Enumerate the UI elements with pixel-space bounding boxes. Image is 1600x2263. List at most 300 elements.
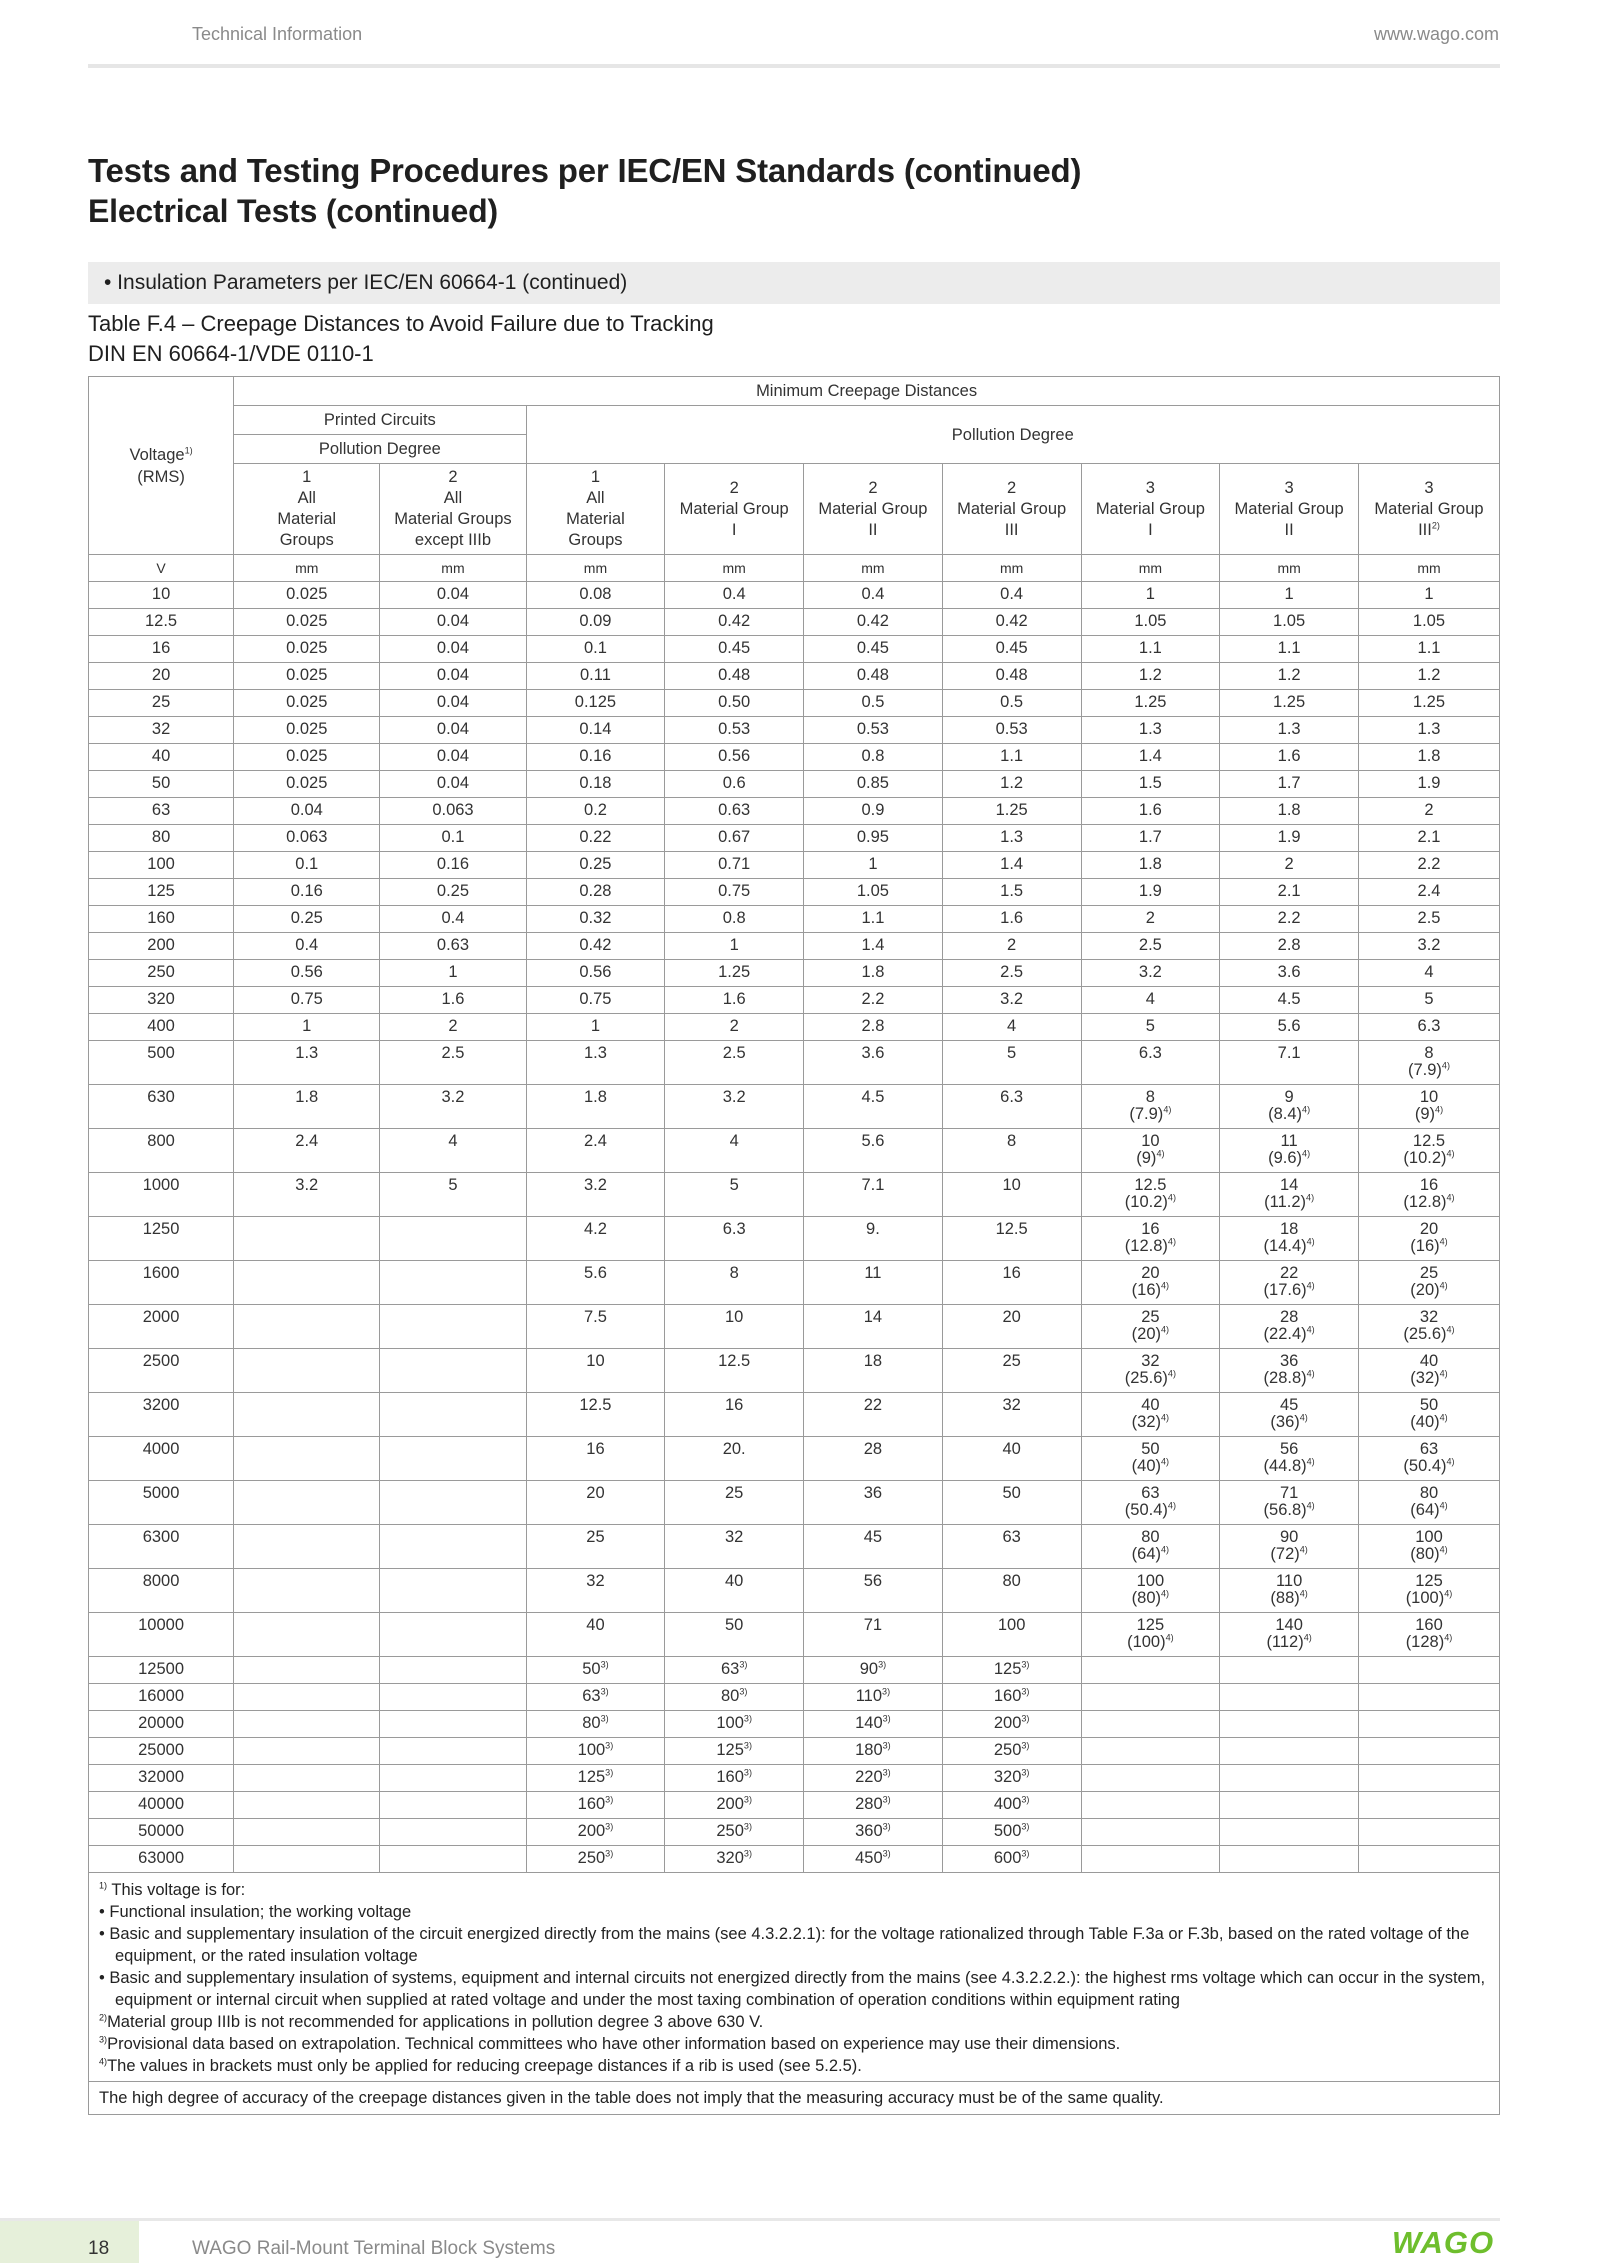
table-cell: 50 <box>942 1481 1081 1525</box>
remark-row <box>89 2082 1500 2115</box>
table-cell <box>380 1613 526 1657</box>
table-cell: 20 <box>942 1305 1081 1349</box>
table-cell: 71 <box>804 1613 943 1657</box>
table-cell: 10 <box>89 582 234 609</box>
voltage-label: Voltage <box>129 445 185 464</box>
table-cell: 80 $(64)^{4)}$ <box>1358 1481 1499 1525</box>
table-cell: 1250 <box>89 1217 234 1261</box>
table-cell: 45 <box>804 1525 943 1569</box>
table-cell: 12.5 <box>942 1217 1081 1261</box>
table-cell <box>1081 1711 1220 1738</box>
table-cell: 0.45 <box>804 636 943 663</box>
table-cell: 0.53 <box>804 717 943 744</box>
table-cell: 2.1 <box>1220 879 1359 906</box>
table-cell: 1.6 <box>942 906 1081 933</box>
table-cell: 0.25 <box>234 906 380 933</box>
table-cell: 0.5 <box>804 690 943 717</box>
table-cell <box>234 1792 380 1819</box>
table-cell: 4.5 <box>1220 987 1359 1014</box>
table-cell <box>234 1819 380 1846</box>
table-cell: 16 <box>526 1437 665 1481</box>
table-cell: 1 <box>1358 582 1499 609</box>
table-cell: 4 <box>942 1014 1081 1041</box>
table-cell: 1.3 <box>526 1041 665 1085</box>
table-cell: 0.16 <box>234 879 380 906</box>
col-header-pd2-mg1: 2 Material Group I <box>665 464 804 555</box>
table-cell: 0.025 <box>234 771 380 798</box>
rms-label: (RMS) <box>137 467 185 486</box>
table-cell <box>380 1437 526 1481</box>
table-cell: 50 $(40)^{4)}$ <box>1081 1437 1220 1481</box>
table-row <box>89 1393 1500 1437</box>
table-cell: 125$^{3)}$ <box>942 1657 1081 1684</box>
table-cell: 25 $(20)^{4)}$ <box>1081 1305 1220 1349</box>
table-cell: 16 <box>89 636 234 663</box>
table-row <box>89 1041 1500 1085</box>
table-cell: 0.48 <box>665 663 804 690</box>
page-subtitle: Electrical Tests (continued) <box>88 193 498 229</box>
table-cell: 2 <box>1358 798 1499 825</box>
table-row <box>89 1657 1500 1684</box>
table-cell <box>234 1613 380 1657</box>
table-cell: 6.3 <box>1081 1041 1220 1085</box>
table-cell: 0.4 <box>804 582 943 609</box>
table-cell: 0.16 <box>380 852 526 879</box>
footer-title: WAGO Rail-Mount Terminal Block Systems <box>192 2238 556 2259</box>
table-cell: 63 $(50.4)^{4)}$ <box>1358 1437 1499 1481</box>
page-number-box <box>0 2221 139 2263</box>
table-cell: 1.8 <box>1220 798 1359 825</box>
table-cell: 12.5 <box>526 1393 665 1437</box>
table-cell: 0.48 <box>942 663 1081 690</box>
table-cell: 320$^{3)}$ <box>665 1846 804 1873</box>
table-cell: 0.56 <box>526 960 665 987</box>
table-cell: 140$^{3)}$ <box>804 1711 943 1738</box>
table-cell: 0.4 <box>380 906 526 933</box>
table-cell <box>380 1569 526 1613</box>
table-cell: 12.5 <box>665 1349 804 1393</box>
table-cell: 360$^{3)}$ <box>804 1819 943 1846</box>
table-cell: 1000 <box>89 1173 234 1217</box>
table-cell: 1.3 <box>234 1041 380 1085</box>
table-row <box>89 1349 1500 1393</box>
table-cell: 0.025 <box>234 717 380 744</box>
table-cell <box>1220 1738 1359 1765</box>
table-cell: 0.14 <box>526 717 665 744</box>
table-row <box>89 771 1500 798</box>
table-cell: 0.11 <box>526 663 665 690</box>
col-header-pd1: 1 All Material Groups <box>526 464 665 555</box>
table-cell: 5 <box>665 1173 804 1217</box>
table-cell: 5.6 <box>526 1261 665 1305</box>
table-cell: 2 <box>1081 906 1220 933</box>
table-cell: 25000 <box>89 1738 234 1765</box>
table-cell: 1 <box>804 852 943 879</box>
table-cell: 10 $(9)^{4)}$ <box>1358 1085 1499 1129</box>
table-cell: 1.8 <box>1081 852 1220 879</box>
table-cell: 3.2 <box>526 1173 665 1217</box>
table-cell: 6.3 <box>942 1085 1081 1129</box>
table-cell <box>1081 1657 1220 1684</box>
table-cell: 250$^{3)}$ <box>665 1819 804 1846</box>
table-cell: 2 <box>665 1014 804 1041</box>
table-cell: 2.5 <box>1358 906 1499 933</box>
table-cell: 4.5 <box>804 1085 943 1129</box>
table-cell: 10 <box>942 1173 1081 1217</box>
table-cell: 180$^{3)}$ <box>804 1738 943 1765</box>
table-cell: 0.04 <box>380 582 526 609</box>
table-cell: 0.04 <box>380 744 526 771</box>
table-cell: 160$^{3)}$ <box>526 1792 665 1819</box>
page-number: 18 <box>88 2238 110 2259</box>
table-cell: 9. <box>804 1217 943 1261</box>
table-cell: 40 $(32)^{4)}$ <box>1358 1349 1499 1393</box>
table-cell: 320 <box>89 987 234 1014</box>
table-cell: 100 $(80)^{4)}$ <box>1358 1525 1499 1569</box>
table-cell: 1.25 <box>942 798 1081 825</box>
table-cell: 0.025 <box>234 609 380 636</box>
table-cell: 0.25 <box>526 852 665 879</box>
table-row <box>89 1711 1500 1738</box>
table-cell: 80$^{3)}$ <box>526 1711 665 1738</box>
table-cell <box>1358 1792 1499 1819</box>
table-cell: 100$^{3)}$ <box>665 1711 804 1738</box>
footnote-3: Provisional data based on extrapolation. Technical committees who have other information based on experience may use their dimensions. <box>107 2035 1121 2053</box>
table-cell: 12.5 $(10.2)^{4)}$ <box>1358 1129 1499 1173</box>
unit-cell: mm <box>804 555 943 582</box>
table-cell <box>1081 1792 1220 1819</box>
table-cell: 63 <box>942 1525 1081 1569</box>
table-row <box>89 1792 1500 1819</box>
table-cell: 2 <box>1220 852 1359 879</box>
table-cell: 1.2 <box>1081 663 1220 690</box>
footnote-4: The values in brackets must only be applied for reducing creepage distances if a rib is used (see 5.2.5). <box>107 2057 862 2075</box>
unit-row <box>89 555 1500 582</box>
table-row <box>89 717 1500 744</box>
table-cell: 0.8 <box>665 906 804 933</box>
table-cell: 20 $(16)^{4)}$ <box>1081 1261 1220 1305</box>
table-cell <box>380 1711 526 1738</box>
table-cell: 4000 <box>89 1437 234 1481</box>
table-cell: 8 $(7.9)^{4)}$ <box>1081 1085 1220 1129</box>
table-cell: 1.7 <box>1081 825 1220 852</box>
table-cell <box>380 1657 526 1684</box>
table-cell: 0.2 <box>526 798 665 825</box>
table-cell: 90 $(72)^{4)}$ <box>1220 1525 1359 1569</box>
table-cell: 12.5 <box>89 609 234 636</box>
table-cell: 1.05 <box>804 879 943 906</box>
table-cell: 0.42 <box>804 609 943 636</box>
table-row <box>89 906 1500 933</box>
table-cell <box>380 1792 526 1819</box>
table-cell: 1.1 <box>804 906 943 933</box>
table-cell: 8 $(7.9)^{4)}$ <box>1358 1041 1499 1085</box>
table-cell: 1.2 <box>942 771 1081 798</box>
page-header <box>0 0 1600 70</box>
table-cell: 18 <box>804 1349 943 1393</box>
table-cell: 1.6 <box>1220 744 1359 771</box>
table-cell: 63$^{3)}$ <box>526 1684 665 1711</box>
table-cell: 32000 <box>89 1765 234 1792</box>
footnote-bullet: • Basic and supplementary insulation of the circuit energized directly from the mains (see 4.3.2.2.1): for the voltage rationalized through Table F.3a or F.3b, based on the rated voltage of the equipment, or the rated insulation voltage <box>99 1925 1470 1965</box>
unit-cell: mm <box>1081 555 1220 582</box>
table-cell: 56 <box>804 1569 943 1613</box>
table-cell: 14 <box>804 1305 943 1349</box>
min-creepage-header: Minimum Creepage Distances <box>234 377 1500 406</box>
table-cell: 56 $(44.8)^{4)}$ <box>1220 1437 1359 1481</box>
header-website-link[interactable]: www.wago.com <box>1373 24 1499 44</box>
table-cell <box>234 1261 380 1305</box>
table-cell: 320$^{3)}$ <box>942 1765 1081 1792</box>
table-cell <box>234 1305 380 1349</box>
table-cell: 0.04 <box>380 690 526 717</box>
table-cell: 2.2 <box>1358 852 1499 879</box>
table-cell: 200$^{3)}$ <box>942 1711 1081 1738</box>
table-cell: 0.28 <box>526 879 665 906</box>
table-cell: 160$^{3)}$ <box>942 1684 1081 1711</box>
table-cell: 0.1 <box>234 852 380 879</box>
creepage-distance-table <box>88 376 1500 2115</box>
table-cell: 125 <box>89 879 234 906</box>
table-row <box>89 1085 1500 1129</box>
table-cell <box>1220 1819 1359 1846</box>
printed-circuits-header: Printed Circuits <box>234 406 526 435</box>
table-cell: 14 $(11.2)^{4)}$ <box>1220 1173 1359 1217</box>
table-cell: 0.56 <box>665 744 804 771</box>
table-cell: 0.42 <box>942 609 1081 636</box>
footnotes-row <box>89 1873 1500 2082</box>
table-cell: 32 <box>89 717 234 744</box>
table-cell: 1.3 <box>1081 717 1220 744</box>
table-cell: 0.04 <box>234 798 380 825</box>
table-cell: 7.1 <box>804 1173 943 1217</box>
table-cell <box>380 1525 526 1569</box>
table-cell: 3.6 <box>1220 960 1359 987</box>
table-cell: 12.5 $(10.2)^{4)}$ <box>1081 1173 1220 1217</box>
table-row <box>89 1765 1500 1792</box>
table-cell <box>234 1765 380 1792</box>
table-cell: 160 $(128)^{4)}$ <box>1358 1613 1499 1657</box>
table-cell: 0.8 <box>804 744 943 771</box>
table-cell: 400 <box>89 1014 234 1041</box>
table-cell: 1.9 <box>1358 771 1499 798</box>
table-cell: 1.6 <box>380 987 526 1014</box>
table-cell: 0.75 <box>526 987 665 1014</box>
table-cell: 25 $(20)^{4)}$ <box>1358 1261 1499 1305</box>
table-cell: 40000 <box>89 1792 234 1819</box>
table-cell: 16000 <box>89 1684 234 1711</box>
table-cell: 200 <box>89 933 234 960</box>
table-cell: 0.4 <box>234 933 380 960</box>
table-cell: 160 <box>89 906 234 933</box>
header-section-label: Technical Information <box>192 24 363 44</box>
table-cell: 100 <box>942 1613 1081 1657</box>
table-cell: 0.56 <box>234 960 380 987</box>
table-cell: 1.2 <box>1358 663 1499 690</box>
table-row <box>89 1684 1500 1711</box>
table-cell: 2000 <box>89 1305 234 1349</box>
table-cell: 2.5 <box>665 1041 804 1085</box>
table-cell: 80$^{3)}$ <box>665 1684 804 1711</box>
table-cell: 1.05 <box>1358 609 1499 636</box>
table-cell <box>1358 1765 1499 1792</box>
table-cell: 8 <box>665 1261 804 1305</box>
table-cell <box>234 1437 380 1481</box>
table-cell: 2 <box>380 1014 526 1041</box>
table-cell: 3.2 <box>942 987 1081 1014</box>
table-cell: 1.05 <box>1220 609 1359 636</box>
table-cell: 25 <box>526 1525 665 1569</box>
table-cell <box>1358 1711 1499 1738</box>
table-cell: 0.9 <box>804 798 943 825</box>
footnote-bullet: • Basic and supplementary insulation of systems, equipment and internal circuits not energized directly from the mains (see 4.3.2.2.2.): the highest rms voltage which can occur in the system, equipment or internal circuit when supplied at rated voltage and under the most taxing combination of operation conditions within equipment rating <box>99 1969 1486 2009</box>
table-cell <box>380 1393 526 1437</box>
table-cell: 3.2 <box>1081 960 1220 987</box>
table-cell: 400$^{3)}$ <box>942 1792 1081 1819</box>
table-cell: 2.8 <box>804 1014 943 1041</box>
table-cell: 0.67 <box>665 825 804 852</box>
table-cell: 0.75 <box>234 987 380 1014</box>
table-cell: 1.8 <box>526 1085 665 1129</box>
table-cell <box>234 1684 380 1711</box>
table-cell: 100$^{3)}$ <box>526 1738 665 1765</box>
footnote-ref: 2) <box>1431 520 1440 530</box>
table-cell: 18 $(14.4)^{4)}$ <box>1220 1217 1359 1261</box>
footnote-ref: 1) <box>184 445 193 455</box>
table-cell: 0.45 <box>942 636 1081 663</box>
table-cell <box>234 1738 380 1765</box>
pc-pollution-degree-header: Pollution Degree <box>234 435 526 464</box>
table-cell: 0.63 <box>665 798 804 825</box>
table-cell: 2500 <box>89 1349 234 1393</box>
table-cell: 1.6 <box>665 987 804 1014</box>
table-cell: 5 <box>380 1173 526 1217</box>
table-cell <box>1081 1765 1220 1792</box>
table-cell <box>1220 1657 1359 1684</box>
unit-cell: V <box>89 555 234 582</box>
table-row <box>89 852 1500 879</box>
table-cell: 110$^{3)}$ <box>804 1684 943 1711</box>
table-cell: 0.6 <box>665 771 804 798</box>
table-cell: 80 $(64)^{4)}$ <box>1081 1525 1220 1569</box>
table-cell <box>234 1569 380 1613</box>
table-row <box>89 744 1500 771</box>
table-cell: 0.63 <box>380 933 526 960</box>
table-row <box>89 1217 1500 1261</box>
table-cell: 4 <box>1081 987 1220 1014</box>
table-cell: 80 <box>89 825 234 852</box>
table-cell: 1.6 <box>1081 798 1220 825</box>
table-cell: 32 <box>665 1525 804 1569</box>
table-cell: 0.85 <box>804 771 943 798</box>
table-cell: 32 $(25.6)^{4)}$ <box>1081 1349 1220 1393</box>
table-row <box>89 1305 1500 1349</box>
table-cell: 11 $(9.6)^{4)}$ <box>1220 1129 1359 1173</box>
table-cell <box>1358 1738 1499 1765</box>
table-cell: 40 <box>526 1613 665 1657</box>
table-row <box>89 1129 1500 1173</box>
table-cell <box>234 1711 380 1738</box>
table-row <box>89 1481 1500 1525</box>
table-cell: 28 $(22.4)^{4)}$ <box>1220 1305 1359 1349</box>
table-cell: 100 $(80)^{4)}$ <box>1081 1569 1220 1613</box>
table-row <box>89 690 1500 717</box>
table-cell <box>1220 1846 1359 1873</box>
table-cell: 6.3 <box>665 1217 804 1261</box>
table-cell: 0.45 <box>665 636 804 663</box>
table-cell: 125 $(100)^{4)}$ <box>1081 1613 1220 1657</box>
table-row <box>89 1173 1500 1217</box>
table-row <box>89 1014 1500 1041</box>
table-cell <box>234 1217 380 1261</box>
table-cell: 0.5 <box>942 690 1081 717</box>
table-cell <box>234 1393 380 1437</box>
table-cell: 250$^{3)}$ <box>526 1846 665 1873</box>
table-cell: 100 <box>89 852 234 879</box>
table-cell: 0.04 <box>380 636 526 663</box>
table-cell: 1 <box>526 1014 665 1041</box>
table-cell: 6.3 <box>1358 1014 1499 1041</box>
table-cell: 2.4 <box>1358 879 1499 906</box>
table-cell: 4 <box>380 1129 526 1173</box>
accuracy-remark: The high degree of accuracy of the creepage distances given in the table does not imply that the measuring accuracy must be of the same quality. <box>89 2082 1500 2115</box>
footnote-1: This voltage is for: <box>111 1881 246 1899</box>
table-cell: 220$^{3)}$ <box>804 1765 943 1792</box>
table-cell: 50 $(40)^{4)}$ <box>1358 1393 1499 1437</box>
table-cell: 2.1 <box>1358 825 1499 852</box>
table-cell: 5.6 <box>804 1129 943 1173</box>
table-cell: 32 <box>526 1569 665 1613</box>
table-cell: 4 <box>1358 960 1499 987</box>
section-heading: • Insulation Parameters per IEC/EN 60664-1 (continued) <box>104 271 628 294</box>
footer-divider <box>0 2218 1500 2221</box>
table-cell: 0.125 <box>526 690 665 717</box>
table-row <box>89 1525 1500 1569</box>
table-cell: 2.2 <box>804 987 943 1014</box>
table-cell: 1.4 <box>942 852 1081 879</box>
col-header-pd2-mg2: 2 Material Group II <box>804 464 943 555</box>
table-cell: 0.1 <box>526 636 665 663</box>
table-cell: 16 <box>665 1393 804 1437</box>
table-cell: 1.05 <box>1081 609 1220 636</box>
table-cell: 1.2 <box>1220 663 1359 690</box>
table-cell: 1.25 <box>1358 690 1499 717</box>
table-cell: 40 <box>942 1437 1081 1481</box>
table-cell: 5 <box>942 1041 1081 1085</box>
unit-cell: mm <box>665 555 804 582</box>
table-cell: 50 <box>89 771 234 798</box>
table-cell: 125 $(100)^{4)}$ <box>1358 1569 1499 1613</box>
col-header-pd3-mg2: 3 Material Group II <box>1220 464 1359 555</box>
table-cell: 25 <box>89 690 234 717</box>
table-cell <box>234 1349 380 1393</box>
table-cell: 2.5 <box>942 960 1081 987</box>
table-cell: 1.4 <box>1081 744 1220 771</box>
unit-cell: mm <box>942 555 1081 582</box>
table-cell: 20000 <box>89 1711 234 1738</box>
table-cell: 1 <box>1081 582 1220 609</box>
table-cell: 0.50 <box>665 690 804 717</box>
table-cell: 3200 <box>89 1393 234 1437</box>
table-cell: 1.1 <box>942 744 1081 771</box>
table-cell: 630 <box>89 1085 234 1129</box>
table-cell: 36 $(28.8)^{4)}$ <box>1220 1349 1359 1393</box>
table-cell <box>380 1765 526 1792</box>
table-row <box>89 1846 1500 1873</box>
table-caption: Table F.4 – Creepage Distances to Avoid Failure due to Tracking <box>88 311 714 336</box>
col-header-pd3-mg3: 3 Material Group III$^{2)}$ <box>1358 464 1499 555</box>
table-cell: 2.4 <box>234 1129 380 1173</box>
